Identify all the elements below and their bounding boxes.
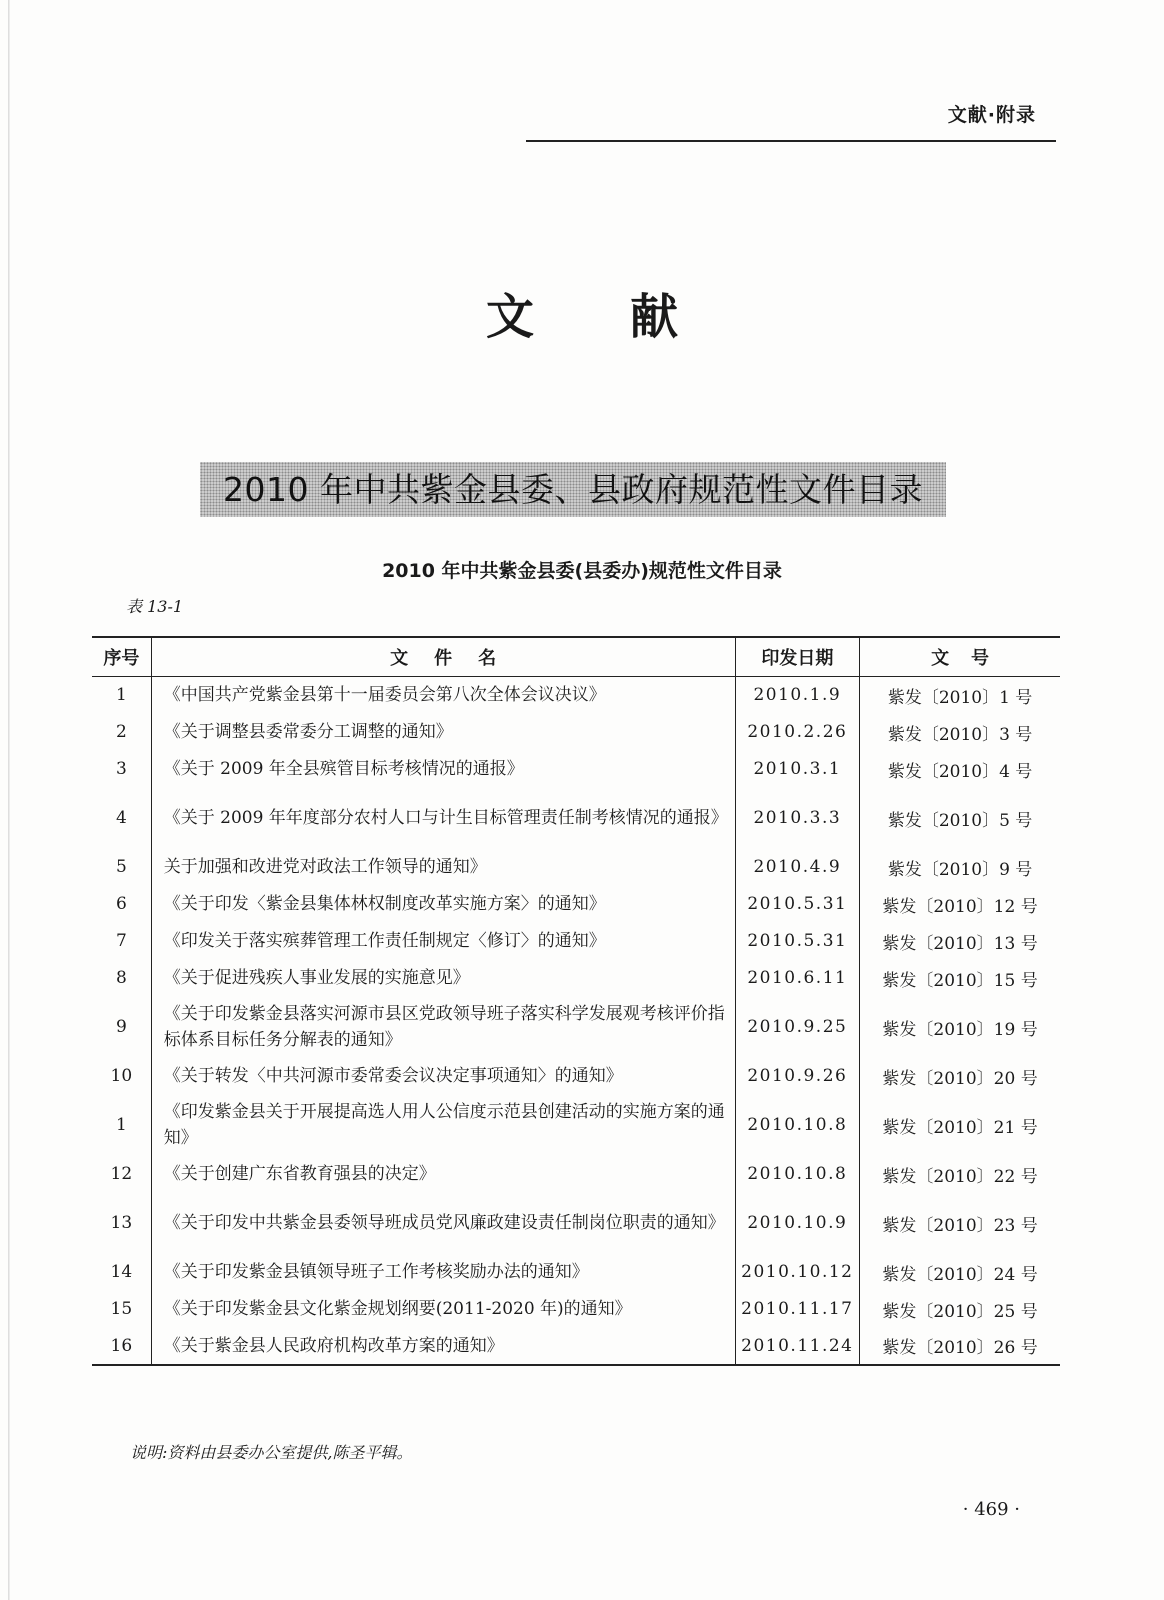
table-body xyxy=(92,677,1060,1365)
row-doc-number: 紫发〔2010〕21 号 xyxy=(882,1117,1038,1138)
scan-crease xyxy=(8,0,10,1600)
row-issue-date: 2010.9.25 xyxy=(735,997,860,1058)
row-number: 15 xyxy=(92,1291,151,1328)
row-doc-number: 紫发〔2010〕5 号 xyxy=(887,810,1033,831)
table-header-row xyxy=(92,637,1060,677)
row-file-name: 《关于转发〈中共河源市委常委会议决定事项通知〉的通知》 xyxy=(151,1058,735,1095)
row-doc-number: 紫发〔2010〕25 号 xyxy=(882,1301,1038,1322)
page-number: · 469 · xyxy=(962,1499,1020,1520)
table-row xyxy=(92,788,1060,849)
row-file-name: 《关于促进残疾人事业发展的实施意见》 xyxy=(151,960,735,997)
row-file-name: 《关于印发紫金县文化紫金规划纲要(2011-2020 年)的通知》 xyxy=(151,1291,735,1328)
row-file-name: 《印发紫金县关于开展提高选人用人公信度示范县创建活动的实施方案的通知》 xyxy=(151,1095,735,1156)
row-doc-number: 紫发〔2010〕22 号 xyxy=(882,1166,1038,1187)
row-issue-date: 2010.10.9 xyxy=(735,1193,860,1254)
table-row xyxy=(92,960,1060,997)
table-label: 表 13-1 xyxy=(126,597,184,616)
header-rule xyxy=(526,140,1056,142)
row-doc-number: 紫发〔2010〕3 号 xyxy=(887,724,1033,745)
table-row xyxy=(92,1291,1060,1328)
table-row xyxy=(92,1095,1060,1156)
row-file-name: 《关于调整县委常委分工调整的通知》 xyxy=(151,714,735,751)
table-row xyxy=(92,1058,1060,1095)
row-issue-date: 2010.9.26 xyxy=(735,1058,860,1095)
row-number: 1 xyxy=(92,1095,151,1156)
table-row xyxy=(92,1328,1060,1365)
row-number: 10 xyxy=(92,1058,151,1095)
table-title: 2010 年中共紫金县委(县委办)规范性文件目录 xyxy=(382,560,782,582)
header-name: 文件名 xyxy=(151,637,735,677)
row-issue-date: 2010.5.31 xyxy=(735,886,860,923)
row-doc-number: 紫发〔2010〕15 号 xyxy=(882,970,1038,991)
header-doc-no: 文号 xyxy=(860,637,1060,677)
row-doc-number: 紫发〔2010〕20 号 xyxy=(882,1068,1038,1089)
row-number: 9 xyxy=(92,997,151,1058)
row-file-name: 《关于印发中共紫金县委领导班成员党风廉政建设责任制岗位职责的通知》 xyxy=(151,1193,735,1254)
header-date: 印发日期 xyxy=(735,637,860,677)
table-row xyxy=(92,923,1060,960)
row-number: 4 xyxy=(92,788,151,849)
row-number: 13 xyxy=(92,1193,151,1254)
row-file-name: 《印发关于落实殡葬管理工作责任制规定〈修订〉的通知》 xyxy=(151,923,735,960)
row-doc-number: 紫发〔2010〕13 号 xyxy=(882,933,1038,954)
table-row xyxy=(92,1254,1060,1291)
row-file-name: 《关于 2009 年全县殡管目标考核情况的通报》 xyxy=(151,751,735,788)
row-issue-date: 2010.11.17 xyxy=(735,1291,860,1328)
table-row xyxy=(92,886,1060,923)
running-header: 文献·附录 xyxy=(947,104,1036,126)
row-doc-number: 紫发〔2010〕19 号 xyxy=(882,1019,1038,1040)
row-doc-number: 紫发〔2010〕12 号 xyxy=(882,896,1038,917)
row-number: 8 xyxy=(92,960,151,997)
table-row xyxy=(92,751,1060,788)
row-doc-number: 紫发〔2010〕26 号 xyxy=(860,1328,1060,1365)
row-doc-number: 紫发〔2010〕4 号 xyxy=(887,761,1033,782)
row-doc-number: 紫发〔2010〕1 号 xyxy=(887,687,1033,708)
banner-title: 2010 年中共紫金县委、县政府规范性文件目录 xyxy=(200,462,946,517)
row-number: 1 xyxy=(92,677,151,714)
table-row xyxy=(92,1156,1060,1193)
row-number: 2 xyxy=(92,714,151,751)
row-number: 5 xyxy=(92,849,151,886)
section-title: 文献 xyxy=(485,289,774,345)
table-row xyxy=(92,677,1060,714)
row-number: 16 xyxy=(92,1328,151,1365)
row-file-name: 关于加强和改进党对政法工作领导的通知》 xyxy=(151,849,735,886)
row-number: 3 xyxy=(92,751,151,788)
row-issue-date: 2010.6.11 xyxy=(735,960,860,997)
row-issue-date: 2010.11.24 xyxy=(735,1328,860,1365)
row-issue-date: 2010.4.9 xyxy=(735,849,860,886)
row-issue-date: 2010.3.3 xyxy=(735,788,860,849)
row-issue-date: 2010.2.26 xyxy=(735,714,860,751)
row-issue-date: 2010.3.1 xyxy=(735,751,860,788)
row-file-name: 《关于 2009 年年度部分农村人口与计生目标管理责任制考核情况的通报》 xyxy=(151,788,735,849)
row-file-name: 《关于紫金县人民政府机构改革方案的通知》 xyxy=(151,1328,735,1365)
header-no: 序号 xyxy=(92,637,151,677)
row-number: 14 xyxy=(92,1254,151,1291)
row-doc-number: 紫发〔2010〕24 号 xyxy=(882,1264,1038,1285)
row-issue-date: 2010.1.9 xyxy=(735,677,860,714)
row-file-name: 《关于印发〈紫金县集体林权制度改革实施方案〉的通知》 xyxy=(151,886,735,923)
row-file-name: 《中国共产党紫金县第十一届委员会第八次全体会议决议》 xyxy=(151,677,735,714)
row-doc-number: 紫发〔2010〕23 号 xyxy=(882,1215,1038,1236)
row-file-name: 《关于印发紫金县落实河源市县区党政领导班子落实科学发展观考核评价指标体系目标任务分解表的通知》 xyxy=(151,997,735,1058)
row-number: 12 xyxy=(92,1156,151,1193)
document-table xyxy=(92,636,1060,1366)
row-number: 6 xyxy=(92,886,151,923)
row-issue-date: 2010.10.8 xyxy=(735,1156,860,1193)
table-row xyxy=(92,849,1060,886)
table-row xyxy=(92,1193,1060,1254)
row-number: 7 xyxy=(92,923,151,960)
table-row xyxy=(92,997,1060,1058)
row-issue-date: 2010.10.12 xyxy=(735,1254,860,1291)
row-doc-number: 紫发〔2010〕9 号 xyxy=(887,859,1033,880)
row-issue-date: 2010.10.8 xyxy=(735,1095,860,1156)
table-row xyxy=(92,714,1060,751)
row-file-name: 《关于印发紫金县镇领导班子工作考核奖励办法的通知》 xyxy=(151,1254,735,1291)
row-issue-date: 2010.5.31 xyxy=(735,923,860,960)
note: 说明:资料由县委办公室提供,陈圣平辑。 xyxy=(130,1443,413,1462)
row-file-name: 《关于创建广东省教育强县的决定》 xyxy=(151,1156,735,1193)
